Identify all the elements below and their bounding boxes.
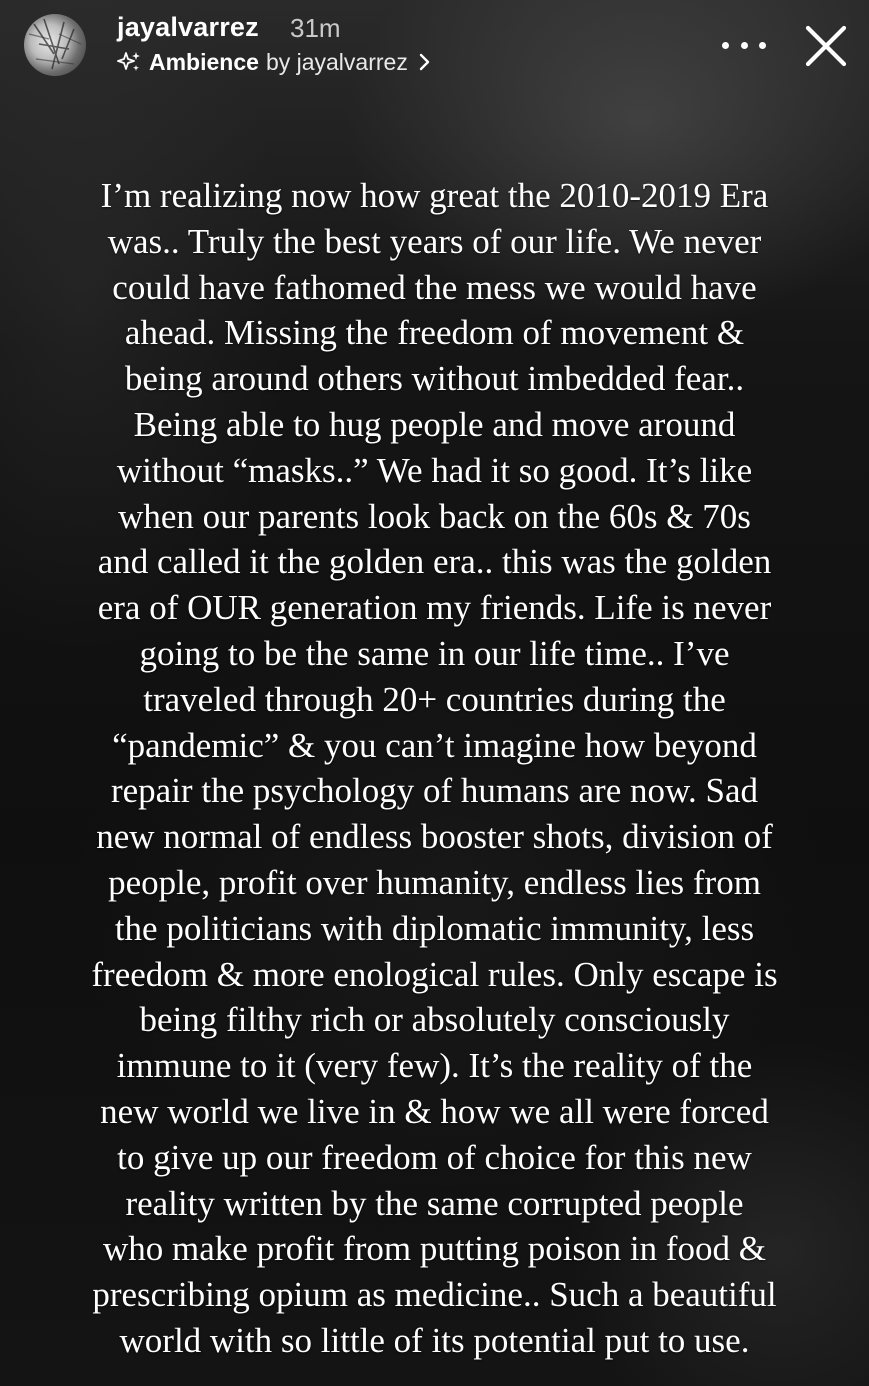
- sparkle-icon: [117, 50, 141, 74]
- more-dot: [759, 42, 766, 49]
- story-line: going to be the same in our life time.. I’ve: [139, 633, 730, 673]
- story-line: world with so little of its potential put to use.: [119, 1320, 750, 1360]
- story-line: to give up our freedom of choice for this new: [117, 1137, 752, 1177]
- story-line: reality written by the same corrupted people: [125, 1183, 744, 1223]
- story-line: the politicians with diplomatic immunity, less: [114, 908, 755, 948]
- story-line: when our parents look back on the 60s & 70s: [118, 496, 751, 536]
- story-line: freedom & more enological rules. Only escape is: [91, 954, 778, 994]
- story-line: ahead. Missing the freedom of movement &: [124, 313, 745, 353]
- username[interactable]: jayalvarrez: [117, 12, 259, 42]
- story-line: who make profit from putting poison in food &: [103, 1229, 766, 1269]
- story-line: era of OUR generation my friends. Life is never: [97, 588, 772, 628]
- story-line: new normal of endless booster shots, division of: [96, 817, 773, 857]
- story-line: being around others without imbedded fear..: [124, 359, 745, 399]
- story-line: was.. Truly the best years of our life. We never: [107, 221, 762, 261]
- story-line: repair the psychology of humans are now. Sad: [110, 771, 758, 811]
- story-header: [0, 0, 869, 100]
- music-title: Ambience: [149, 48, 259, 75]
- music-artist: by jayalvarrez: [265, 48, 408, 75]
- story-line: and called it the golden era.. this was the golden: [97, 542, 772, 582]
- time-ago: 31m: [290, 13, 341, 43]
- close-icon: [802, 22, 850, 70]
- story-line: being filthy rich or absolutely consciously: [139, 1000, 730, 1040]
- more-options-button[interactable]: [722, 30, 766, 60]
- story-line: traveled through 20+ countries during the: [143, 679, 726, 719]
- story-line: “pandemic” & you can’t imagine how beyond: [112, 725, 757, 765]
- avatar[interactable]: [24, 14, 86, 76]
- story-line: new world we live in & how we all were forced: [100, 1091, 769, 1131]
- chevron-right-icon: [418, 52, 432, 72]
- story-line: people, profit over humanity, endless lies from: [108, 862, 761, 902]
- story-text-block: [20, 173, 849, 1364]
- more-dot: [741, 42, 748, 49]
- story-line: immune to it (very few). It’s the reality of the: [116, 1046, 753, 1086]
- music-attribution[interactable]: [117, 48, 432, 76]
- story-line: without “masks..” We had it so good. It’s like: [116, 450, 753, 490]
- close-button[interactable]: [802, 22, 850, 70]
- story-line: Being able to hug people and move around: [133, 404, 736, 444]
- story-line: prescribing opium as medicine.. Such a beautiful: [92, 1275, 777, 1315]
- more-dots-icon: [722, 42, 729, 49]
- story-line: could have fathomed the mess we would have: [112, 267, 757, 307]
- story-line: I’m realizing now how great the 2010-2019 Era: [100, 176, 769, 215]
